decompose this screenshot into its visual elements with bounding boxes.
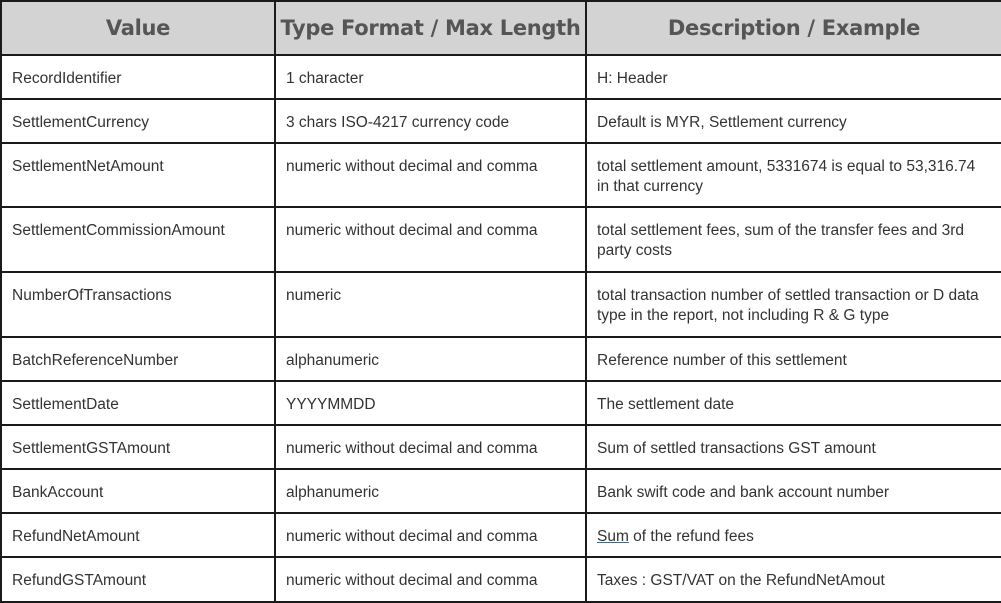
description-cell: Default is MYR, Settlement currency [586, 99, 1001, 143]
description-cell: Reference number of this settlement [586, 337, 1001, 381]
type-cell: numeric without decimal and comma [275, 143, 586, 207]
type-cell: numeric without decimal and comma [275, 557, 586, 602]
header-description: Description / Example [586, 1, 1001, 55]
type-cell: numeric without decimal and comma [275, 207, 586, 272]
value-cell: BankAccount [1, 469, 275, 513]
table-row [1, 469, 1001, 513]
value-cell: SettlementNetAmount [1, 143, 275, 207]
description-cell: The settlement date [586, 381, 1001, 425]
description-cell: total settlement amount, 5331674 is equal to 53,316.74 in that currency [586, 143, 1001, 207]
table-row [1, 99, 1001, 143]
table-row [1, 381, 1001, 425]
description-cell: total settlement fees, sum of the transfer fees and 3rd party costs [586, 207, 1001, 272]
value-cell: RecordIdentifier [1, 55, 275, 99]
table-row [1, 55, 1001, 99]
value-cell: BatchReferenceNumber [1, 337, 275, 381]
type-cell: alphanumeric [275, 337, 586, 381]
value-cell: RefundGSTAmount [1, 557, 275, 602]
type-cell: numeric [275, 272, 586, 337]
type-cell: 3 chars ISO-4217 currency code [275, 99, 586, 143]
description-cell: Taxes : GST/VAT on the RefundNetAmout [586, 557, 1001, 602]
table-row [1, 425, 1001, 469]
value-cell: NumberOfTransactions [1, 272, 275, 337]
value-cell: SettlementCurrency [1, 99, 275, 143]
value-cell: SettlementGSTAmount [1, 425, 275, 469]
table-row [1, 272, 1001, 337]
type-cell: YYYYMMDD [275, 381, 586, 425]
value-cell: SettlementCommissionAmount [1, 207, 275, 272]
description-cell: total transaction number of settled transaction or D data type in the report, not including R & G type [586, 272, 1001, 337]
table-row [1, 207, 1001, 272]
header-row [1, 1, 1001, 55]
type-cell: 1 character [275, 55, 586, 99]
description-text: of the refund fees [628, 528, 754, 545]
type-cell: numeric without decimal and comma [275, 513, 586, 557]
table-row [1, 557, 1001, 602]
underlined-word: Sum [597, 528, 629, 545]
header-value: Value [1, 1, 275, 55]
table-row [1, 513, 1001, 557]
header-type-format: Type Format / Max Length [275, 1, 586, 55]
value-cell: SettlementDate [1, 381, 275, 425]
description-cell: Sum of settled transactions GST amount [586, 425, 1001, 469]
type-cell: numeric without decimal and comma [275, 425, 586, 469]
description-cell: Bank swift code and bank account number [586, 469, 1001, 513]
description-cell [586, 513, 1001, 557]
table-row [1, 337, 1001, 381]
type-cell: alphanumeric [275, 469, 586, 513]
value-cell: RefundNetAmount [1, 513, 275, 557]
table-row [1, 143, 1001, 207]
description-cell: H: Header [586, 55, 1001, 99]
